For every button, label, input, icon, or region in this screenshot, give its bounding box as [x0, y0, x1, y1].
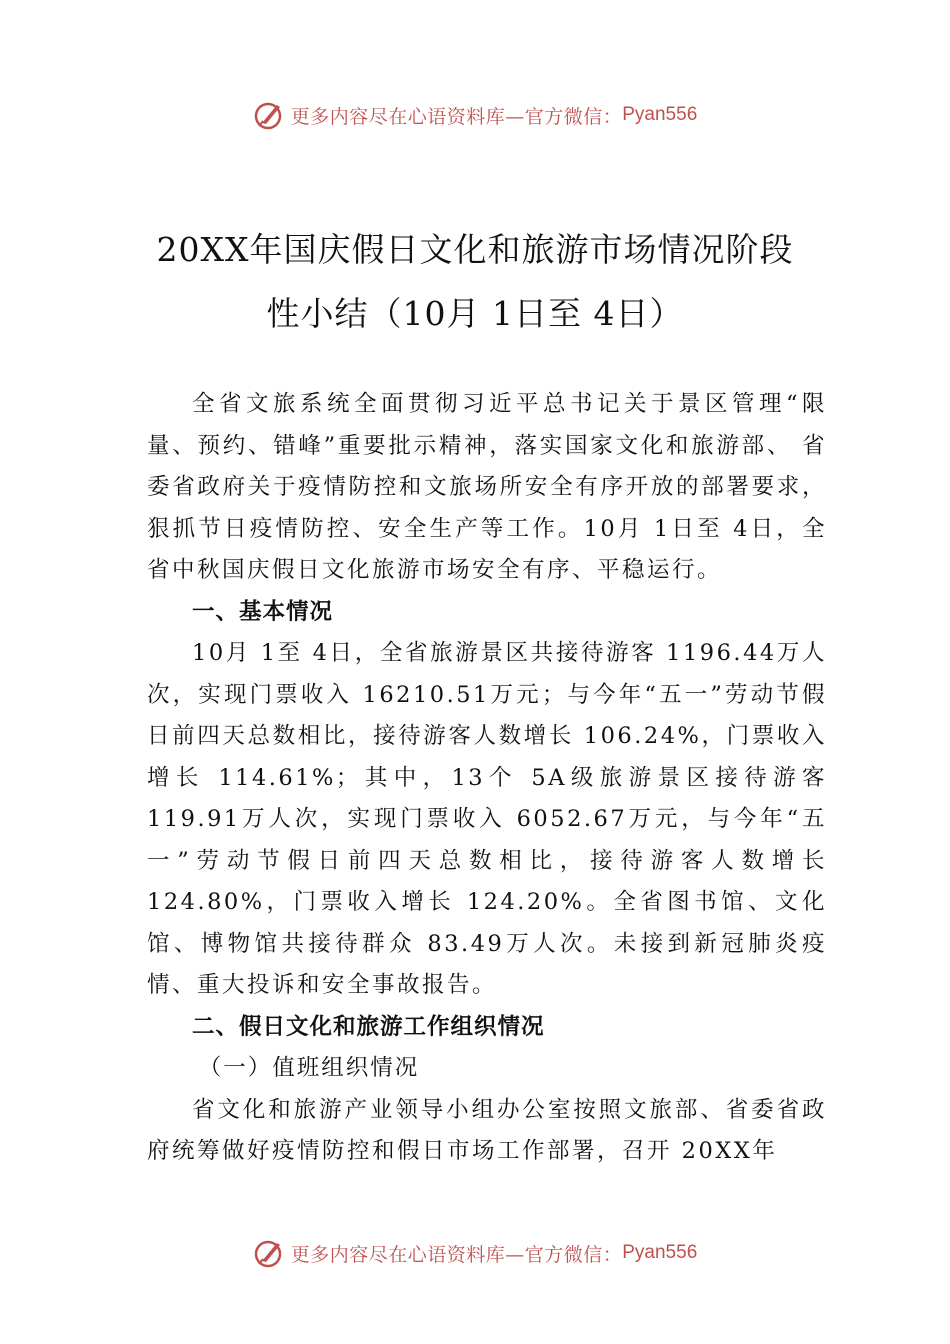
banner-wechat-id: Pyan556	[622, 1242, 698, 1263]
banner-wechat-id: Pyan556	[622, 104, 698, 125]
title-line-2: 性小结（10月 1日至 4日）	[266, 294, 684, 333]
intro-paragraph: 全省文旅系统全面贯彻习近平总书记关于景区管理“限量、预约、错峰”重要批示精神，落实国家文化和旅游部、 省委省政府关于疫情防控和文旅场所安全有序开放的部署要求，狠抓节日疫情防控、安全生产等工作。10月 1日至 4日，全省中秋国庆假日文化旅游市场安全有序、平稳运行。	[147, 391, 827, 583]
footer-watermark-banner	[0, 1233, 950, 1273]
duty-paragraph: 省文化和旅游产业领导小组办公室按照文旅部、省委省政府统筹做好疫情防控和假日市场工作部署，召开 20XX年	[147, 1096, 827, 1164]
document-title	[110, 218, 840, 346]
document-body	[147, 384, 827, 1173]
section-heading-1: 一、基本情况	[192, 598, 334, 625]
banner-text: 更多内容尽在心语资料库—官方微信：	[290, 1243, 623, 1266]
quill-pen-logo-icon	[253, 99, 285, 131]
section-heading-2: 二、假日文化和旅游工作组织情况	[192, 1013, 545, 1040]
quill-pen-logo-icon	[253, 1237, 285, 1269]
basic-info-paragraph: 10月 1至 4日，全省旅游景区共接待游客 1196.44万人次，实现门票收入 16210.51万元；与今年“五一”劳动节假日前四天总数相比，接待游客人数增长 106.24%，门票收入增长 114.61%；其中，13个 5A级旅游景区接待游客 119.91万人次，实现门票收入 6052.67万元，与今年“五一”劳动节假日前四天总数相比，接待游客人数增长 124.80%，门票收入增长 124.20%。全省图书馆、文化馆、博物馆共接待群众 83.49万人次。未接到新冠肺炎疫情、重大投诉和安全事故报告。	[147, 640, 827, 998]
subsection-heading-1: （一）值班组织情况	[198, 1055, 420, 1081]
banner-text: 更多内容尽在心语资料库—官方微信：	[290, 105, 623, 128]
header-watermark-banner	[0, 95, 950, 135]
title-line-1: 20XX年国庆假日文化和旅游市场情况阶段	[156, 230, 794, 269]
